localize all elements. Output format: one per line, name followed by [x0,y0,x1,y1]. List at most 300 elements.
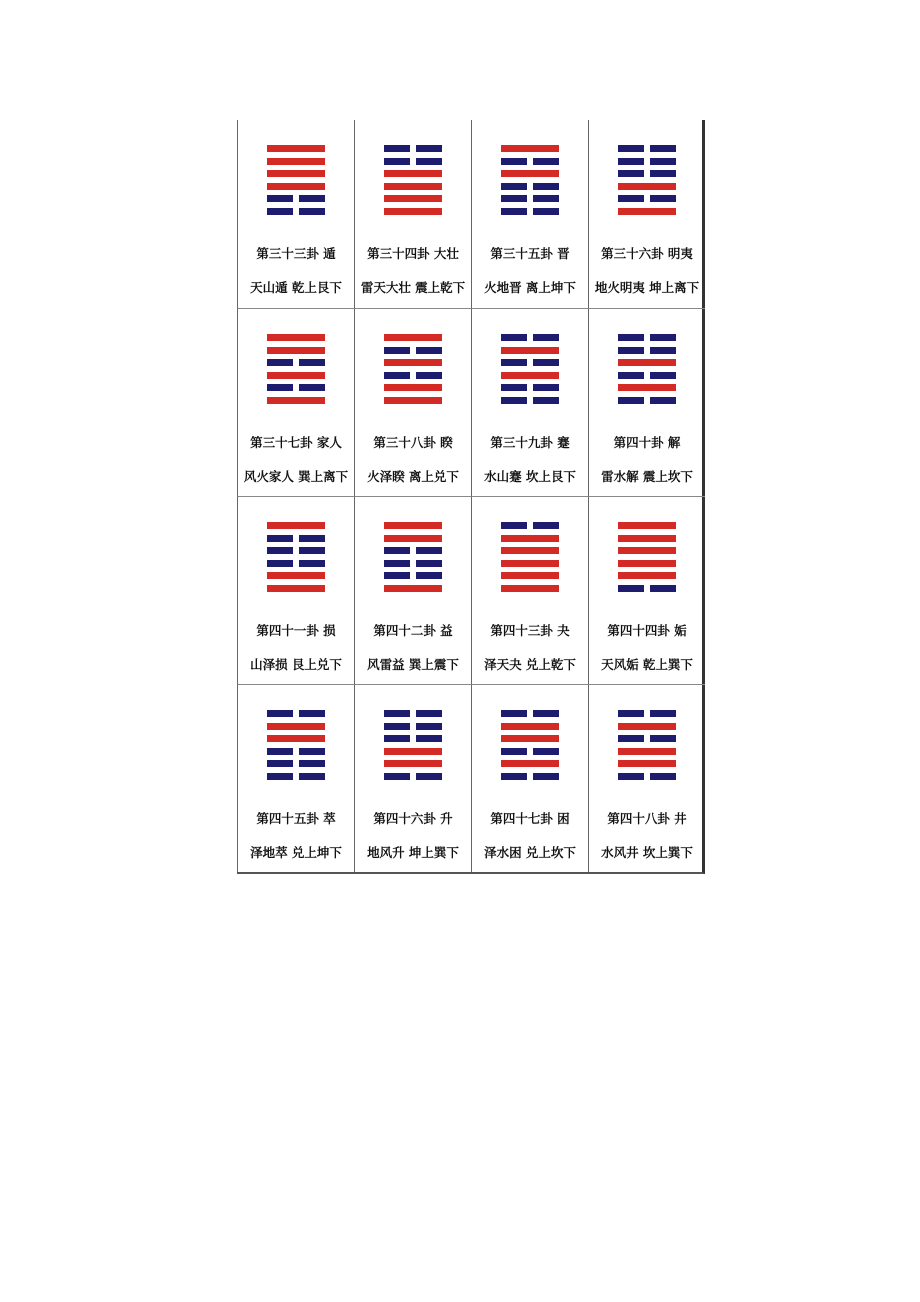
line-segment [618,170,644,177]
line-segment [650,334,676,341]
hexagram-symbol [501,145,559,220]
yang-line [267,145,325,152]
line-segment [384,735,410,742]
yang-line [501,547,559,554]
line-segment [267,170,325,177]
hexagram-cell [237,308,354,496]
yin-line [618,195,676,202]
line-segment [416,158,442,165]
hexagram-title: 第四十二卦 益 [373,623,453,638]
line-segment [618,195,644,202]
yin-line [267,535,325,542]
hexagram-symbol [384,334,442,409]
line-segment [533,397,559,404]
yin-line [618,397,676,404]
hexagram-title: 第四十六卦 升 [373,811,453,826]
hexagram-cell [354,120,471,308]
yang-line [267,585,325,592]
line-segment [501,748,527,755]
hexagram-cell [471,120,588,308]
line-segment [384,723,410,730]
line-segment [384,773,410,780]
yin-line [618,158,676,165]
yang-line [384,397,442,404]
yang-line [384,585,442,592]
line-segment [501,372,559,379]
line-segment [384,384,442,391]
line-segment [618,773,644,780]
yin-line [267,547,325,554]
line-segment [299,535,325,542]
yang-line [267,347,325,354]
line-segment [267,522,325,529]
yin-line [267,195,325,202]
line-segment [267,372,325,379]
yin-line [501,773,559,780]
yang-line [384,195,442,202]
line-segment [267,183,325,190]
line-segment [267,535,293,542]
yin-line [501,158,559,165]
yin-line [501,710,559,717]
line-segment [501,760,559,767]
yang-line [618,522,676,529]
yang-line [501,585,559,592]
yang-line [384,384,442,391]
line-segment [618,748,676,755]
line-segment [618,397,644,404]
line-segment [650,735,676,742]
line-segment [533,384,559,391]
line-segment [533,748,559,755]
hexagram-symbol [501,710,559,785]
line-segment [650,585,676,592]
yang-line [618,183,676,190]
line-segment [501,145,559,152]
line-segment [267,572,325,579]
line-segment [384,334,442,341]
hexagram-title: 第四十卦 解 [613,435,681,450]
hexagram-cell [237,120,354,308]
yin-line [501,195,559,202]
hexagram-cell [354,496,471,684]
line-segment [267,773,293,780]
hexagram-symbol [267,145,325,220]
line-segment [267,560,293,567]
yin-line [501,522,559,529]
line-segment [299,748,325,755]
hexagram-title: 第三十九卦 蹇 [490,435,570,450]
line-segment [416,560,442,567]
hexagram-title: 第四十五卦 萃 [256,811,336,826]
line-segment [618,384,676,391]
hexagram-symbol [267,522,325,597]
line-segment [299,560,325,567]
yang-line [384,748,442,755]
hexagram-cell [588,120,705,308]
yang-line [618,748,676,755]
hexagram-cell [588,308,705,496]
line-segment [618,359,676,366]
line-segment [299,208,325,215]
yang-line [618,535,676,542]
hexagram-description: 山泽损 艮上兑下 [250,657,342,672]
line-segment [267,585,325,592]
line-segment [501,347,559,354]
yang-line [618,359,676,366]
line-segment [299,547,325,554]
yin-line [618,710,676,717]
hexagram-description: 泽天夬 兑上乾下 [484,657,576,672]
line-segment [267,748,293,755]
hexagram-symbol [384,710,442,785]
yin-line [501,397,559,404]
hexagram-symbol [618,522,676,597]
line-segment [267,760,293,767]
yin-line [618,735,676,742]
line-segment [267,723,325,730]
hexagram-title: 第三十八卦 睽 [373,435,453,450]
yang-line [618,208,676,215]
line-segment [618,735,644,742]
line-segment [501,723,559,730]
line-segment [384,560,410,567]
yang-line [267,183,325,190]
line-segment [267,158,325,165]
hexagram-symbol [267,710,325,785]
hexagram-cell [588,684,705,872]
line-segment [650,372,676,379]
hexagram-description: 火地晋 离上坤下 [484,280,576,295]
hexagram-description: 风火家人 巽上离下 [243,469,349,484]
hexagram-description: 天山遁 乾上艮下 [250,280,342,295]
yin-line [384,773,442,780]
line-segment [384,347,410,354]
hexagram-symbol [384,522,442,597]
line-segment [618,760,676,767]
line-segment [299,710,325,717]
hexagram-description: 泽水困 兑上坎下 [484,845,576,860]
line-segment [501,384,527,391]
line-segment [299,384,325,391]
line-segment [299,773,325,780]
yang-line [267,170,325,177]
line-segment [650,158,676,165]
line-segment [384,145,410,152]
hexagram-symbol [618,710,676,785]
yang-line [501,723,559,730]
hexagram-cell [588,496,705,684]
yang-line [501,535,559,542]
yang-line [267,735,325,742]
line-segment [416,547,442,554]
line-segment [384,535,442,542]
line-segment [650,347,676,354]
hexagram-cell [471,496,588,684]
yin-line [384,158,442,165]
line-segment [267,547,293,554]
yin-line [618,372,676,379]
line-segment [533,773,559,780]
line-segment [267,195,293,202]
line-segment [384,760,442,767]
hexagram-description: 水山蹇 坎上艮下 [484,469,576,484]
line-segment [618,145,644,152]
hexagram-symbol [618,334,676,409]
line-segment [384,572,410,579]
yang-line [501,572,559,579]
yang-line [384,170,442,177]
line-segment [533,522,559,529]
yang-line [501,372,559,379]
line-segment [501,334,527,341]
yin-line [618,347,676,354]
line-segment [384,522,442,529]
yin-line [267,773,325,780]
yin-line [267,748,325,755]
line-segment [618,208,676,215]
yang-line [267,723,325,730]
hexagram-cell [237,496,354,684]
line-segment [618,710,644,717]
yang-line [267,158,325,165]
yang-line [267,522,325,529]
line-segment [501,547,559,554]
line-segment [501,397,527,404]
line-segment [501,522,527,529]
line-segment [501,208,527,215]
yang-line [618,572,676,579]
line-segment [650,170,676,177]
hexagram-cell [237,684,354,872]
line-segment [533,195,559,202]
yin-line [267,710,325,717]
line-segment [416,735,442,742]
yang-line [384,183,442,190]
line-segment [618,347,644,354]
hexagram-cell [471,684,588,872]
line-segment [384,710,410,717]
yang-line [267,372,325,379]
line-segment [618,535,676,542]
yin-line [618,585,676,592]
yin-line [384,735,442,742]
hexagram-title: 第四十八卦 井 [607,811,687,826]
line-segment [267,145,325,152]
yang-line [267,572,325,579]
hexagram-symbol [618,145,676,220]
yin-line [384,560,442,567]
yin-line [384,572,442,579]
line-segment [618,547,676,554]
yin-line [267,760,325,767]
line-segment [533,183,559,190]
line-segment [384,748,442,755]
line-segment [501,560,559,567]
hexagram-title: 第四十一卦 损 [256,623,336,638]
yin-line [501,208,559,215]
yang-line [384,359,442,366]
line-segment [650,145,676,152]
hexagram-description: 风雷益 巽上震下 [367,657,459,672]
line-segment [384,547,410,554]
yin-line [501,359,559,366]
yang-line [267,397,325,404]
line-segment [416,572,442,579]
hexagram-title: 第三十三卦 遁 [256,246,336,261]
line-segment [501,773,527,780]
hexagram-cell [471,308,588,496]
yin-line [501,334,559,341]
yin-line [618,773,676,780]
line-segment [416,723,442,730]
yang-line [618,760,676,767]
hexagram-description: 火泽睽 离上兑下 [367,469,459,484]
yin-line [618,170,676,177]
yin-line [267,359,325,366]
line-segment [501,585,559,592]
hexagram-cell [354,684,471,872]
hexagram-cell [354,308,471,496]
yang-line [501,735,559,742]
line-segment [618,522,676,529]
hexagram-title: 第四十七卦 困 [490,811,570,826]
hexagram-symbol [267,334,325,409]
line-segment [501,710,527,717]
line-segment [299,760,325,767]
yang-line [501,560,559,567]
line-segment [650,773,676,780]
line-segment [384,158,410,165]
line-segment [650,195,676,202]
line-segment [533,208,559,215]
hexagram-description: 水风井 坎上巽下 [601,845,693,860]
yin-line [267,208,325,215]
yin-line [384,547,442,554]
line-segment [501,158,527,165]
line-segment [267,384,293,391]
hexagram-symbol [501,334,559,409]
line-segment [267,347,325,354]
yin-line [501,384,559,391]
line-segment [618,334,644,341]
yang-line [618,547,676,554]
line-segment [384,183,442,190]
yang-line [384,522,442,529]
hexagram-description: 天风姤 乾上巽下 [601,657,693,672]
line-segment [618,372,644,379]
yin-line [384,372,442,379]
line-segment [618,585,644,592]
yin-line [618,145,676,152]
yang-line [618,723,676,730]
line-segment [501,572,559,579]
yang-line [501,760,559,767]
hexagram-title: 第三十四卦 大壮 [367,246,459,261]
yang-line [501,170,559,177]
line-segment [533,710,559,717]
line-segment [618,158,644,165]
line-segment [533,359,559,366]
line-segment [267,397,325,404]
line-segment [299,195,325,202]
line-segment [384,397,442,404]
yang-line [618,384,676,391]
yang-line [384,334,442,341]
hexagram-description: 地火明夷 坤上离下 [594,280,700,295]
yang-line [501,145,559,152]
yang-line [501,347,559,354]
line-segment [267,334,325,341]
yin-line [501,748,559,755]
hexagram-symbol [384,145,442,220]
hexagram-description: 地风升 坤上巽下 [367,845,459,860]
yang-line [384,760,442,767]
hexagram-description: 雷天大壮 震上乾下 [360,280,466,295]
hexagram-description: 泽地萃 兑上坤下 [250,845,342,860]
line-segment [533,334,559,341]
line-segment [650,397,676,404]
yin-line [267,560,325,567]
yang-line [384,208,442,215]
line-segment [299,359,325,366]
line-segment [501,195,527,202]
line-segment [384,359,442,366]
line-segment [416,773,442,780]
line-segment [501,170,559,177]
line-segment [618,572,676,579]
yin-line [267,384,325,391]
yang-line [267,334,325,341]
line-segment [501,535,559,542]
line-segment [618,183,676,190]
yin-line [384,723,442,730]
line-segment [384,372,410,379]
line-segment [618,560,676,567]
hexagram-table [237,120,705,874]
line-segment [416,710,442,717]
hexagram-title: 第三十六卦 明夷 [601,246,693,261]
yin-line [384,145,442,152]
line-segment [501,359,527,366]
yin-line [618,334,676,341]
hexagram-title: 第三十七卦 家人 [250,435,342,450]
line-segment [267,359,293,366]
hexagram-title: 第四十三卦 夬 [490,623,570,638]
line-segment [618,723,676,730]
line-segment [416,145,442,152]
yin-line [384,710,442,717]
yang-line [384,535,442,542]
line-segment [267,735,325,742]
hexagram-description: 雷水解 震上坎下 [601,469,693,484]
yin-line [384,347,442,354]
line-segment [384,195,442,202]
line-segment [267,208,293,215]
hexagram-title: 第三十五卦 晋 [490,246,570,261]
line-segment [501,183,527,190]
line-segment [501,735,559,742]
yin-line [501,183,559,190]
yang-line [618,560,676,567]
line-segment [384,585,442,592]
line-segment [650,710,676,717]
line-segment [416,347,442,354]
hexagram-title: 第四十四卦 姤 [607,623,687,638]
line-segment [384,170,442,177]
hexagram-symbol [501,522,559,597]
line-segment [416,372,442,379]
